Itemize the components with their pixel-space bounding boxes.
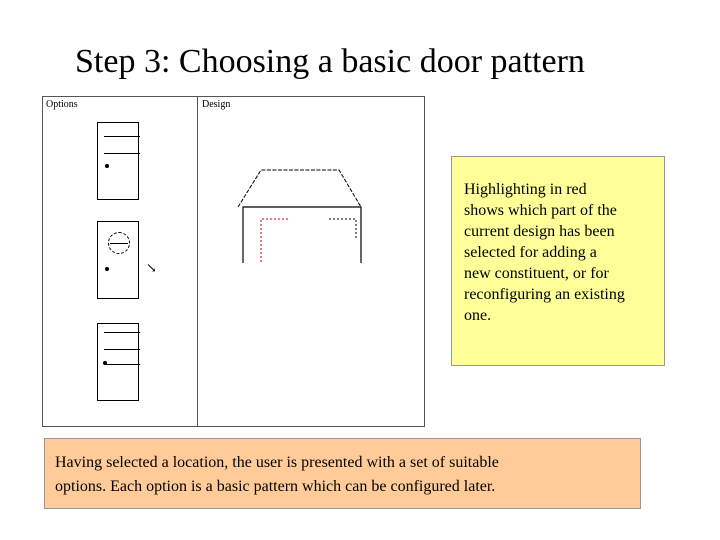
cabinet-body-outline — [243, 207, 361, 263]
caption-line: Having selected a location, the user is presented with a set of suitable — [55, 454, 499, 471]
callout-line: reconfiguring an existing — [464, 286, 625, 303]
panel-line — [104, 153, 140, 154]
door-option-1[interactable] — [97, 122, 139, 200]
design-panel-label: Design — [202, 99, 231, 110]
caption-line: options. Each option is a basic pattern which can be configured later. — [55, 478, 496, 495]
options-panel-label: Options — [46, 99, 78, 110]
callout-line: selected for adding a — [464, 244, 597, 261]
door-knob-icon — [105, 267, 109, 271]
panel-divider — [197, 97, 198, 426]
slide-title: Step 3: Choosing a basic door pattern — [75, 43, 585, 80]
design-tool-window — [42, 96, 425, 427]
callout-line: one. — [464, 307, 492, 324]
door-knob-icon — [105, 164, 109, 168]
callout-line: Highlighting in red — [464, 181, 587, 198]
design-canvas[interactable] — [233, 167, 383, 267]
door-option-2[interactable] — [97, 221, 139, 299]
step-caption — [44, 438, 641, 509]
panel-line — [104, 136, 140, 137]
panel-line — [104, 364, 140, 365]
mouse-pointer-icon: ↘ — [146, 260, 157, 275]
right-bracket — [329, 219, 356, 239]
door-option-3[interactable] — [97, 323, 139, 401]
cabinet-top-outline — [238, 170, 361, 207]
panel-line — [104, 332, 140, 333]
highlight-explanation-callout — [451, 156, 665, 366]
callout-line: current design has been — [464, 223, 615, 240]
highlight-left-bracket — [261, 219, 289, 262]
door-knob-icon — [103, 361, 107, 365]
panel-line — [104, 349, 140, 350]
callout-line: new constituent, or for — [464, 265, 609, 282]
callout-line: shows which part of the — [464, 202, 617, 219]
round-window-icon — [108, 232, 130, 254]
